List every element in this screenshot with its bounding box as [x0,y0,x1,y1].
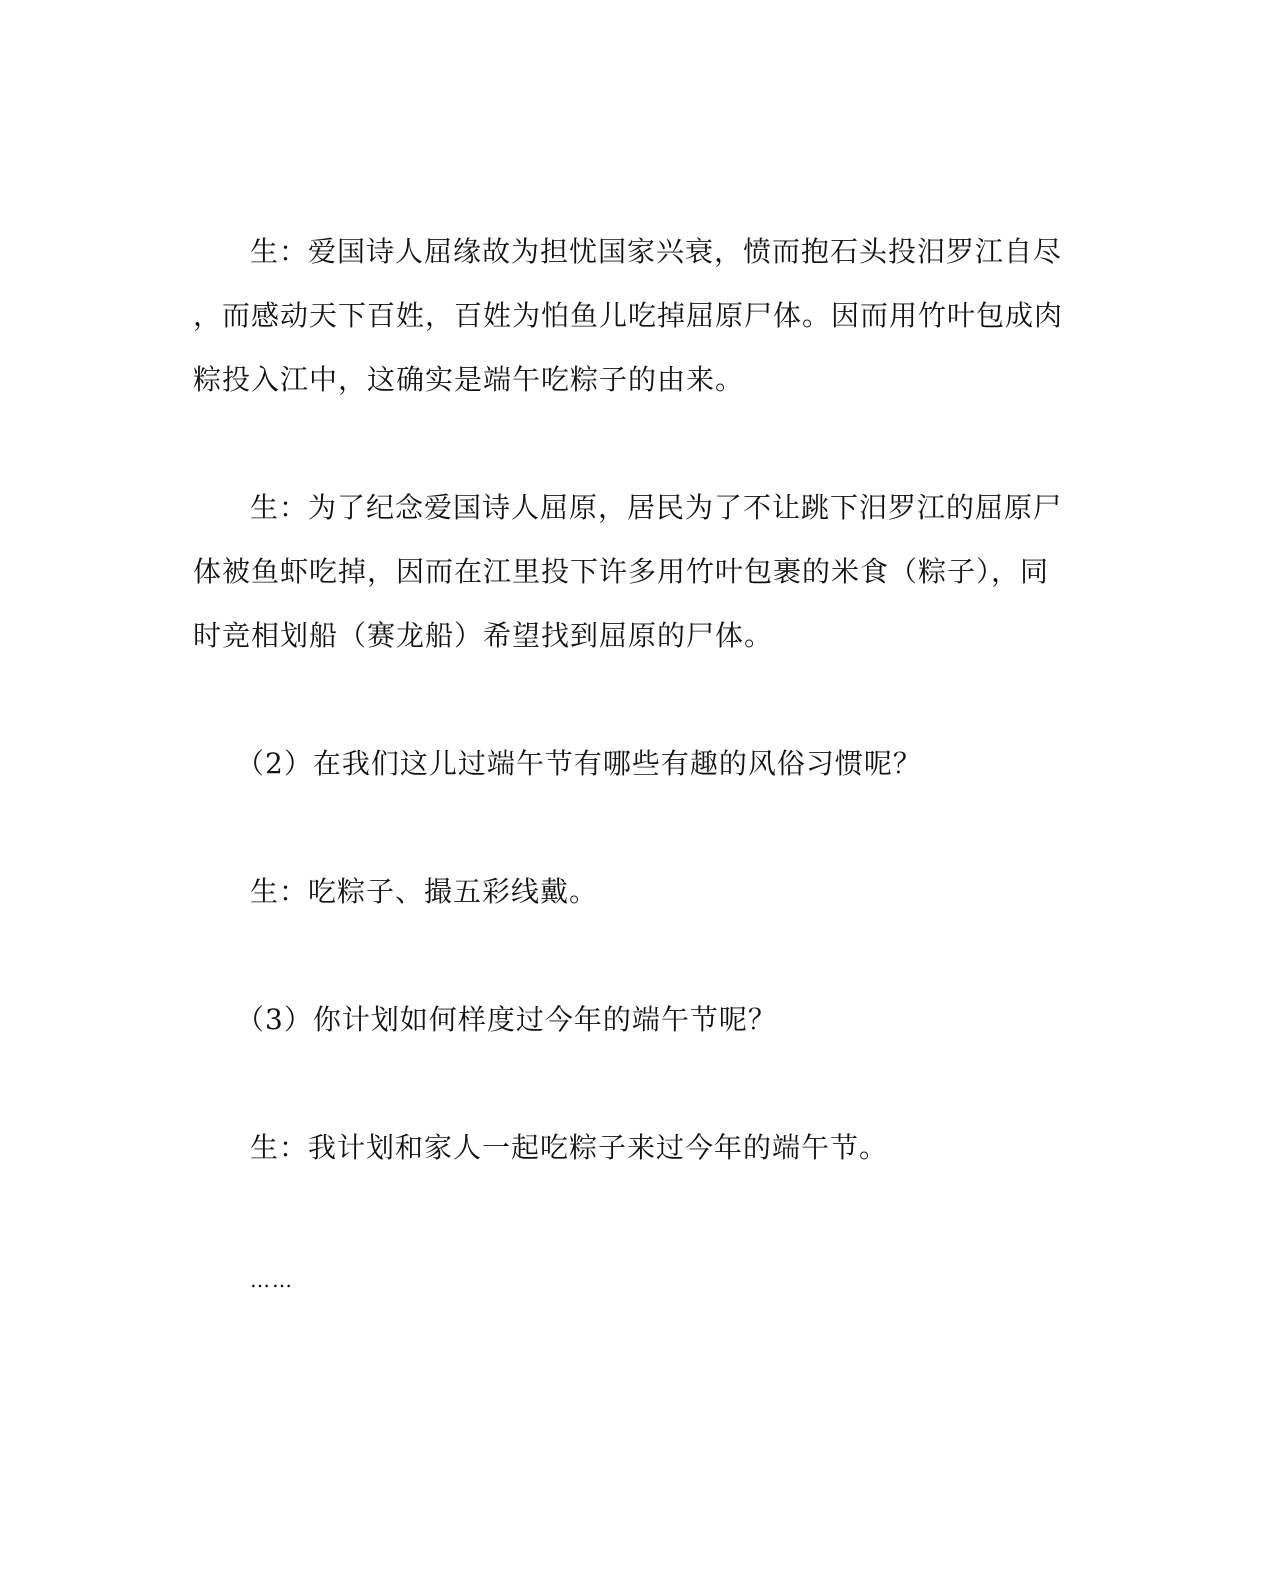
answer-2: 生：吃粽子、撮五彩线戴。 [250,875,599,908]
question-2: （2）在我们这儿过端午节有哪些有趣的风俗习惯呢？ [236,747,922,780]
ellipsis-text: …… [250,1268,294,1292]
paragraph-2-line-3: 时竞相划船（赛龙船）希望找到屈原的尸体。 [193,619,774,652]
paragraph-1-line-3: 粽投入江中，这确实是端午吃粽子的由来。 [193,363,745,396]
paragraph-1-line-2: ，而感动天下百姓，百姓为怕鱼儿吃掉屈原尸体。因而用竹叶包成肉 [193,299,1064,332]
answer-3: 生：我计划和家人一起吃粽子来过今年的端午节。 [250,1131,889,1164]
paragraph-2-line-1: 生：为了纪念爱国诗人屈原，居民为了不让跳下汨罗江的屈原尸 [250,491,1063,524]
paragraph-1-line-1: 生：爱国诗人屈缘故为担忧国家兴衰，愤而抱石头投汨罗江自尽 [250,235,1063,268]
paragraph-2-line-2: 体被鱼虾吃掉，因而在江里投下许多用竹叶包裹的米食（粽子），同 [193,555,1050,588]
question-3: （3）你计划如何样度过今年的端午节呢？ [236,1003,777,1036]
